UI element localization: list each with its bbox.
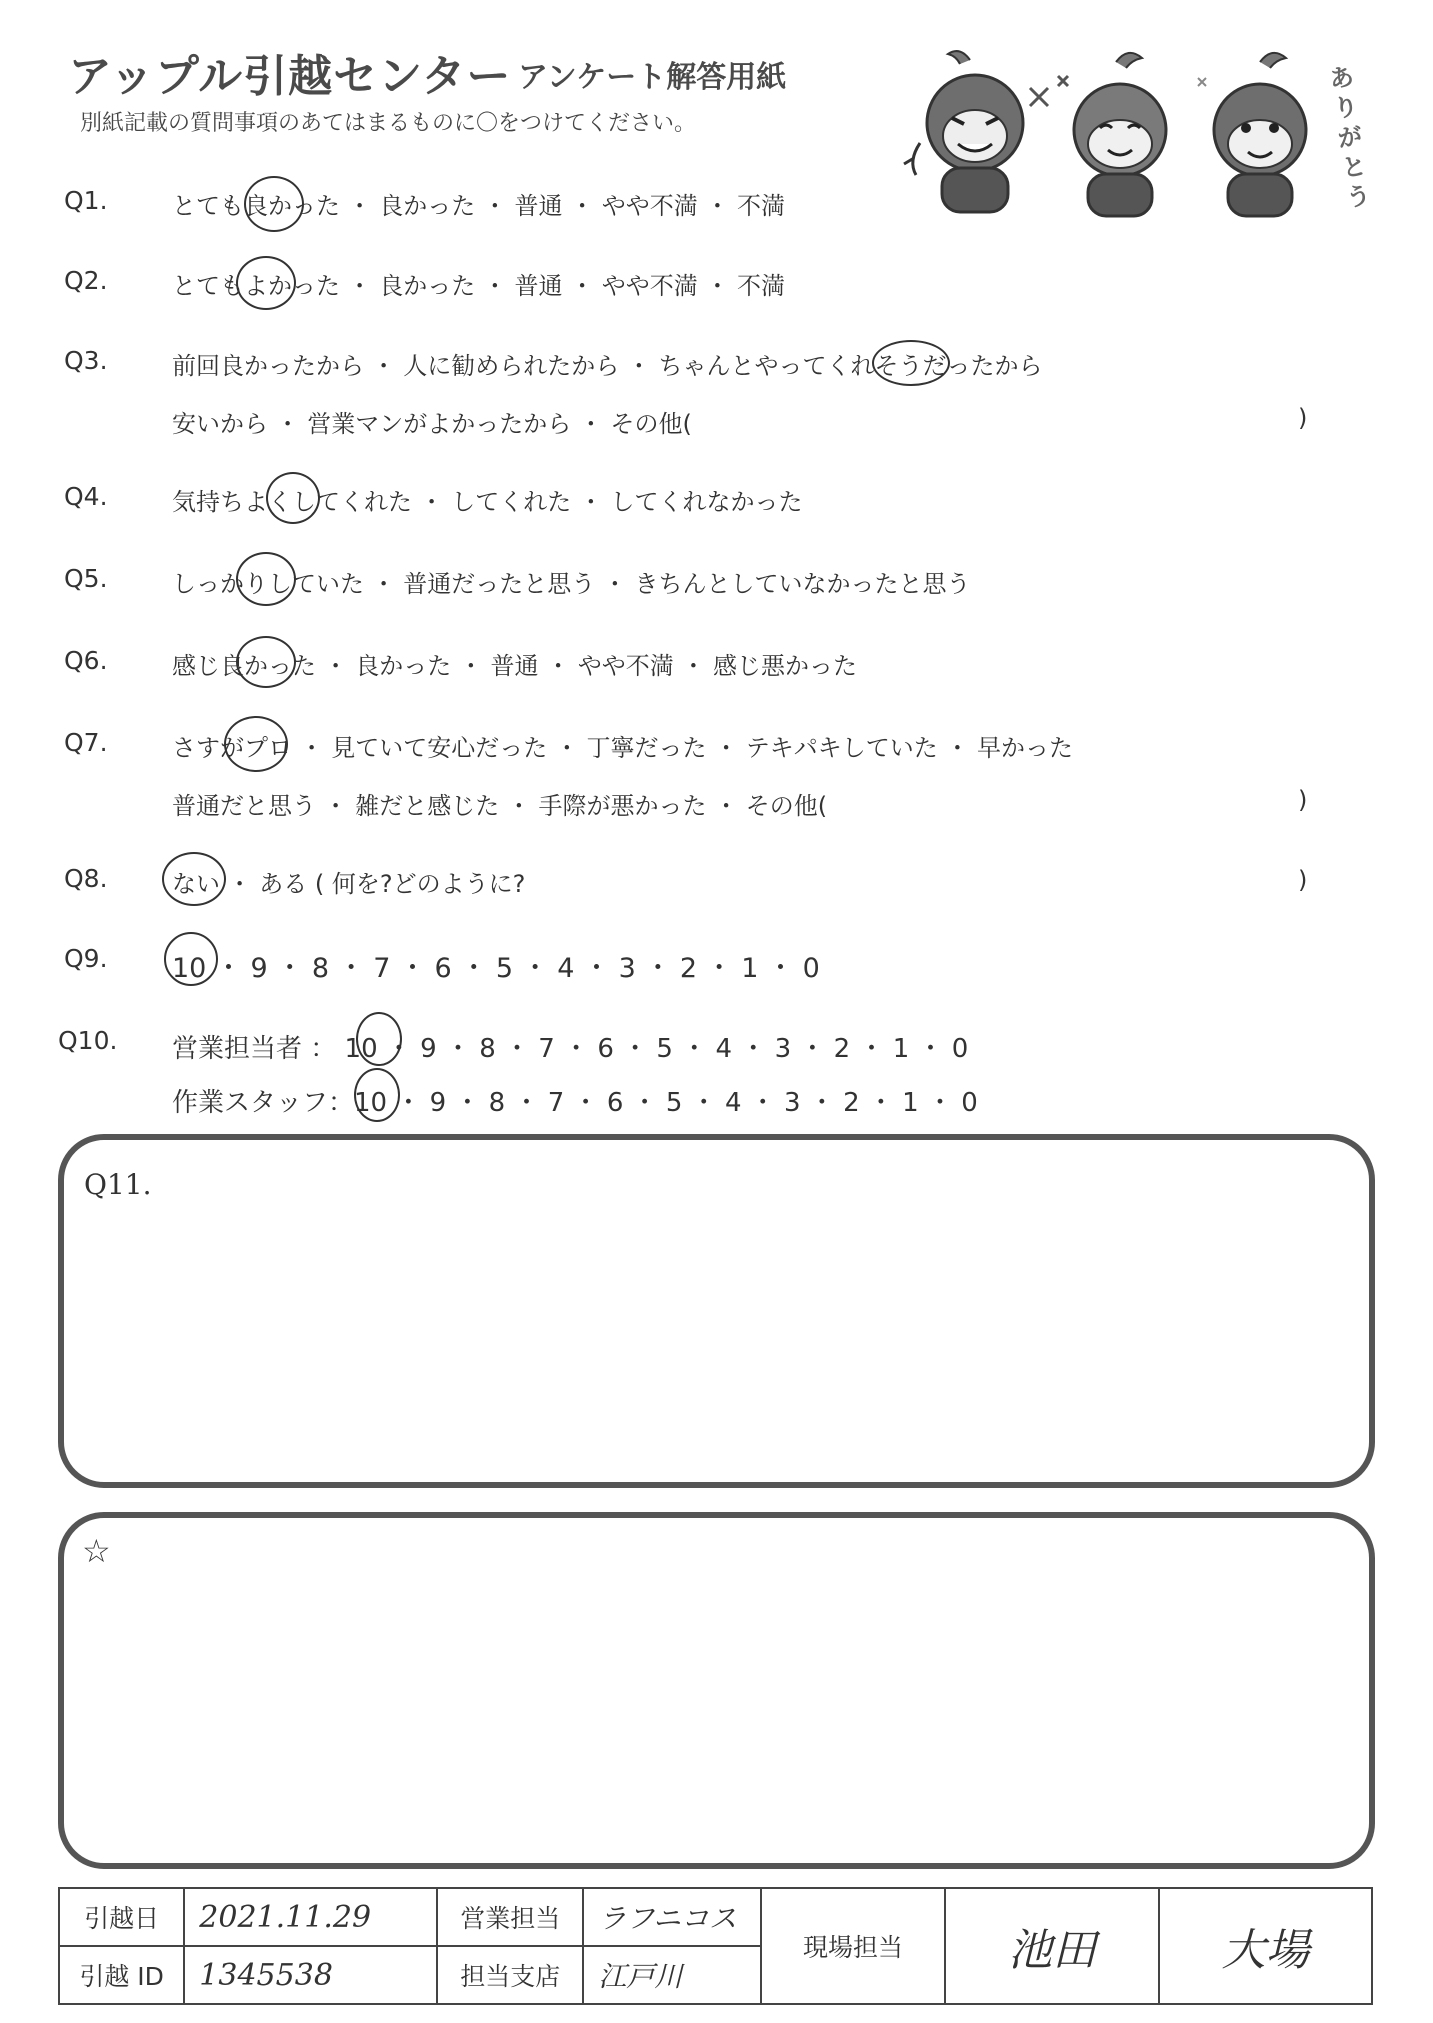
q10-number: Q10. xyxy=(58,1026,118,1055)
q1-number: Q1. xyxy=(64,186,108,215)
q8-close-paren: ) xyxy=(1298,866,1308,894)
q10-staff-scale[interactable]: 作業スタッフ：10 ・ 9 ・ 8 ・ 7 ・ 6 ・ 5 ・ 4 ・ 3 ・ 2 ・ 1 ・ 0 xyxy=(172,1088,978,1118)
star-comment-box[interactable] xyxy=(58,1512,1375,1869)
monkey-mascots-illustration xyxy=(880,48,1360,238)
branch-value: 江戸川 xyxy=(583,1946,761,2004)
move-id-value: 1345538 xyxy=(184,1946,437,2004)
q5-options[interactable]: しっかりしていた ・ 普通だったと思う ・ きちんとしていなかったと思う xyxy=(172,570,971,598)
q7-close-paren: ) xyxy=(1298,786,1308,814)
q3-close-paren: ) xyxy=(1298,404,1308,432)
q9-number: Q9. xyxy=(64,944,108,973)
move-date-label: 引越日 xyxy=(59,1888,184,1946)
q6-selection-circle xyxy=(236,636,296,688)
field-staff-label: 現場担当 xyxy=(761,1888,945,2004)
sales-staff-label: 営業担当 xyxy=(437,1888,583,1946)
sales-staff-value: ラフニコス xyxy=(583,1888,761,1946)
q7-options-line1[interactable]: さすがプロ ・ 見ていて安心だった ・ 丁寧だった ・ テキパキしていた ・ 早かった xyxy=(172,734,1074,762)
monkey-mascot-2 xyxy=(1030,53,1166,216)
q5-selection-circle xyxy=(236,552,296,606)
q3-options-line1[interactable]: 前回良かったから ・ 人に勧められたから ・ ちゃんとやってくれそうだったから xyxy=(172,352,1043,380)
field-staff-2-value: 大場 xyxy=(1159,1888,1372,2004)
q1-selection-circle xyxy=(244,176,304,232)
field-staff-1-value: 池田 xyxy=(945,1888,1159,2004)
q3-options-line2[interactable]: 安いから ・ 営業マンがよかったから ・ その他( xyxy=(172,410,692,438)
instruction-text: 別紙記載の質問事項のあてはまるものに〇をつけてください。 xyxy=(80,111,697,136)
q11-label: Q11. xyxy=(84,1168,152,1201)
move-date-value: 2021.11.29 xyxy=(184,1888,437,1946)
q10-sales-scale[interactable]: 営業担当者 ： 10 ・ 9 ・ 8 ・ 7 ・ 6 ・ 5 ・ 4 ・ 3 ・ 2 ・ 1 ・ 0 xyxy=(172,1034,969,1064)
star-label: ☆ xyxy=(82,1532,111,1570)
q8-number: Q8. xyxy=(64,864,108,893)
survey-title: アップル引越センター xyxy=(68,51,512,102)
q7-options-line2[interactable]: 普通だと思う ・ 雑だと感じた ・ 手際が悪かった ・ その他( xyxy=(172,792,828,820)
monkey-mascot-1 xyxy=(904,51,1023,212)
q7-selection-circle xyxy=(224,716,288,772)
q2-selection-circle xyxy=(236,256,296,310)
branch-label: 担当支店 xyxy=(437,1946,583,2004)
q9-selection-circle xyxy=(164,932,218,986)
q8-options[interactable]: ない ・ ある ( 何を?どのように? xyxy=(172,870,526,898)
q8-selection-circle xyxy=(162,852,226,906)
q2-number: Q2. xyxy=(64,266,108,295)
q6-options[interactable]: 感じ良かった ・ 良かった ・ 普通 ・ やや不満 ・ 感じ悪かった xyxy=(172,652,858,680)
move-info-table xyxy=(58,1887,1373,2005)
q1-options[interactable]: とても良かった ・ 良かった ・ 普通 ・ やや不満 ・ 不満 xyxy=(172,192,786,220)
q11-comment-box[interactable] xyxy=(58,1134,1375,1488)
survey-subtitle: アンケート解答用紙 xyxy=(518,60,787,95)
q4-options[interactable]: 気持ちよくしてくれた ・ してくれた ・ してくれなかった xyxy=(172,488,803,516)
q4-number: Q4. xyxy=(64,482,108,511)
q5-number: Q5. xyxy=(64,564,108,593)
thanks-vertical-text: ありがとう xyxy=(1327,62,1373,213)
q6-number: Q6. xyxy=(64,646,108,675)
move-id-label: 引越 ID xyxy=(59,1946,184,2004)
q3-selection-circle xyxy=(872,340,950,386)
q7-number: Q7. xyxy=(64,728,108,757)
q9-scale[interactable]: 10 ・ 9 ・ 8 ・ 7 ・ 6 ・ 5 ・ 4 ・ 3 ・ 2 ・ 1 ・ 0 xyxy=(172,953,820,984)
q10-sales-selection-circle xyxy=(356,1012,402,1066)
q10-staff-selection-circle xyxy=(354,1068,400,1122)
monkey-mascot-3 xyxy=(1198,53,1306,216)
q3-number: Q3. xyxy=(64,346,108,375)
q2-options[interactable]: とてもよかった ・ 良かった ・ 普通 ・ やや不満 ・ 不満 xyxy=(172,272,786,300)
q4-selection-circle xyxy=(266,472,320,524)
